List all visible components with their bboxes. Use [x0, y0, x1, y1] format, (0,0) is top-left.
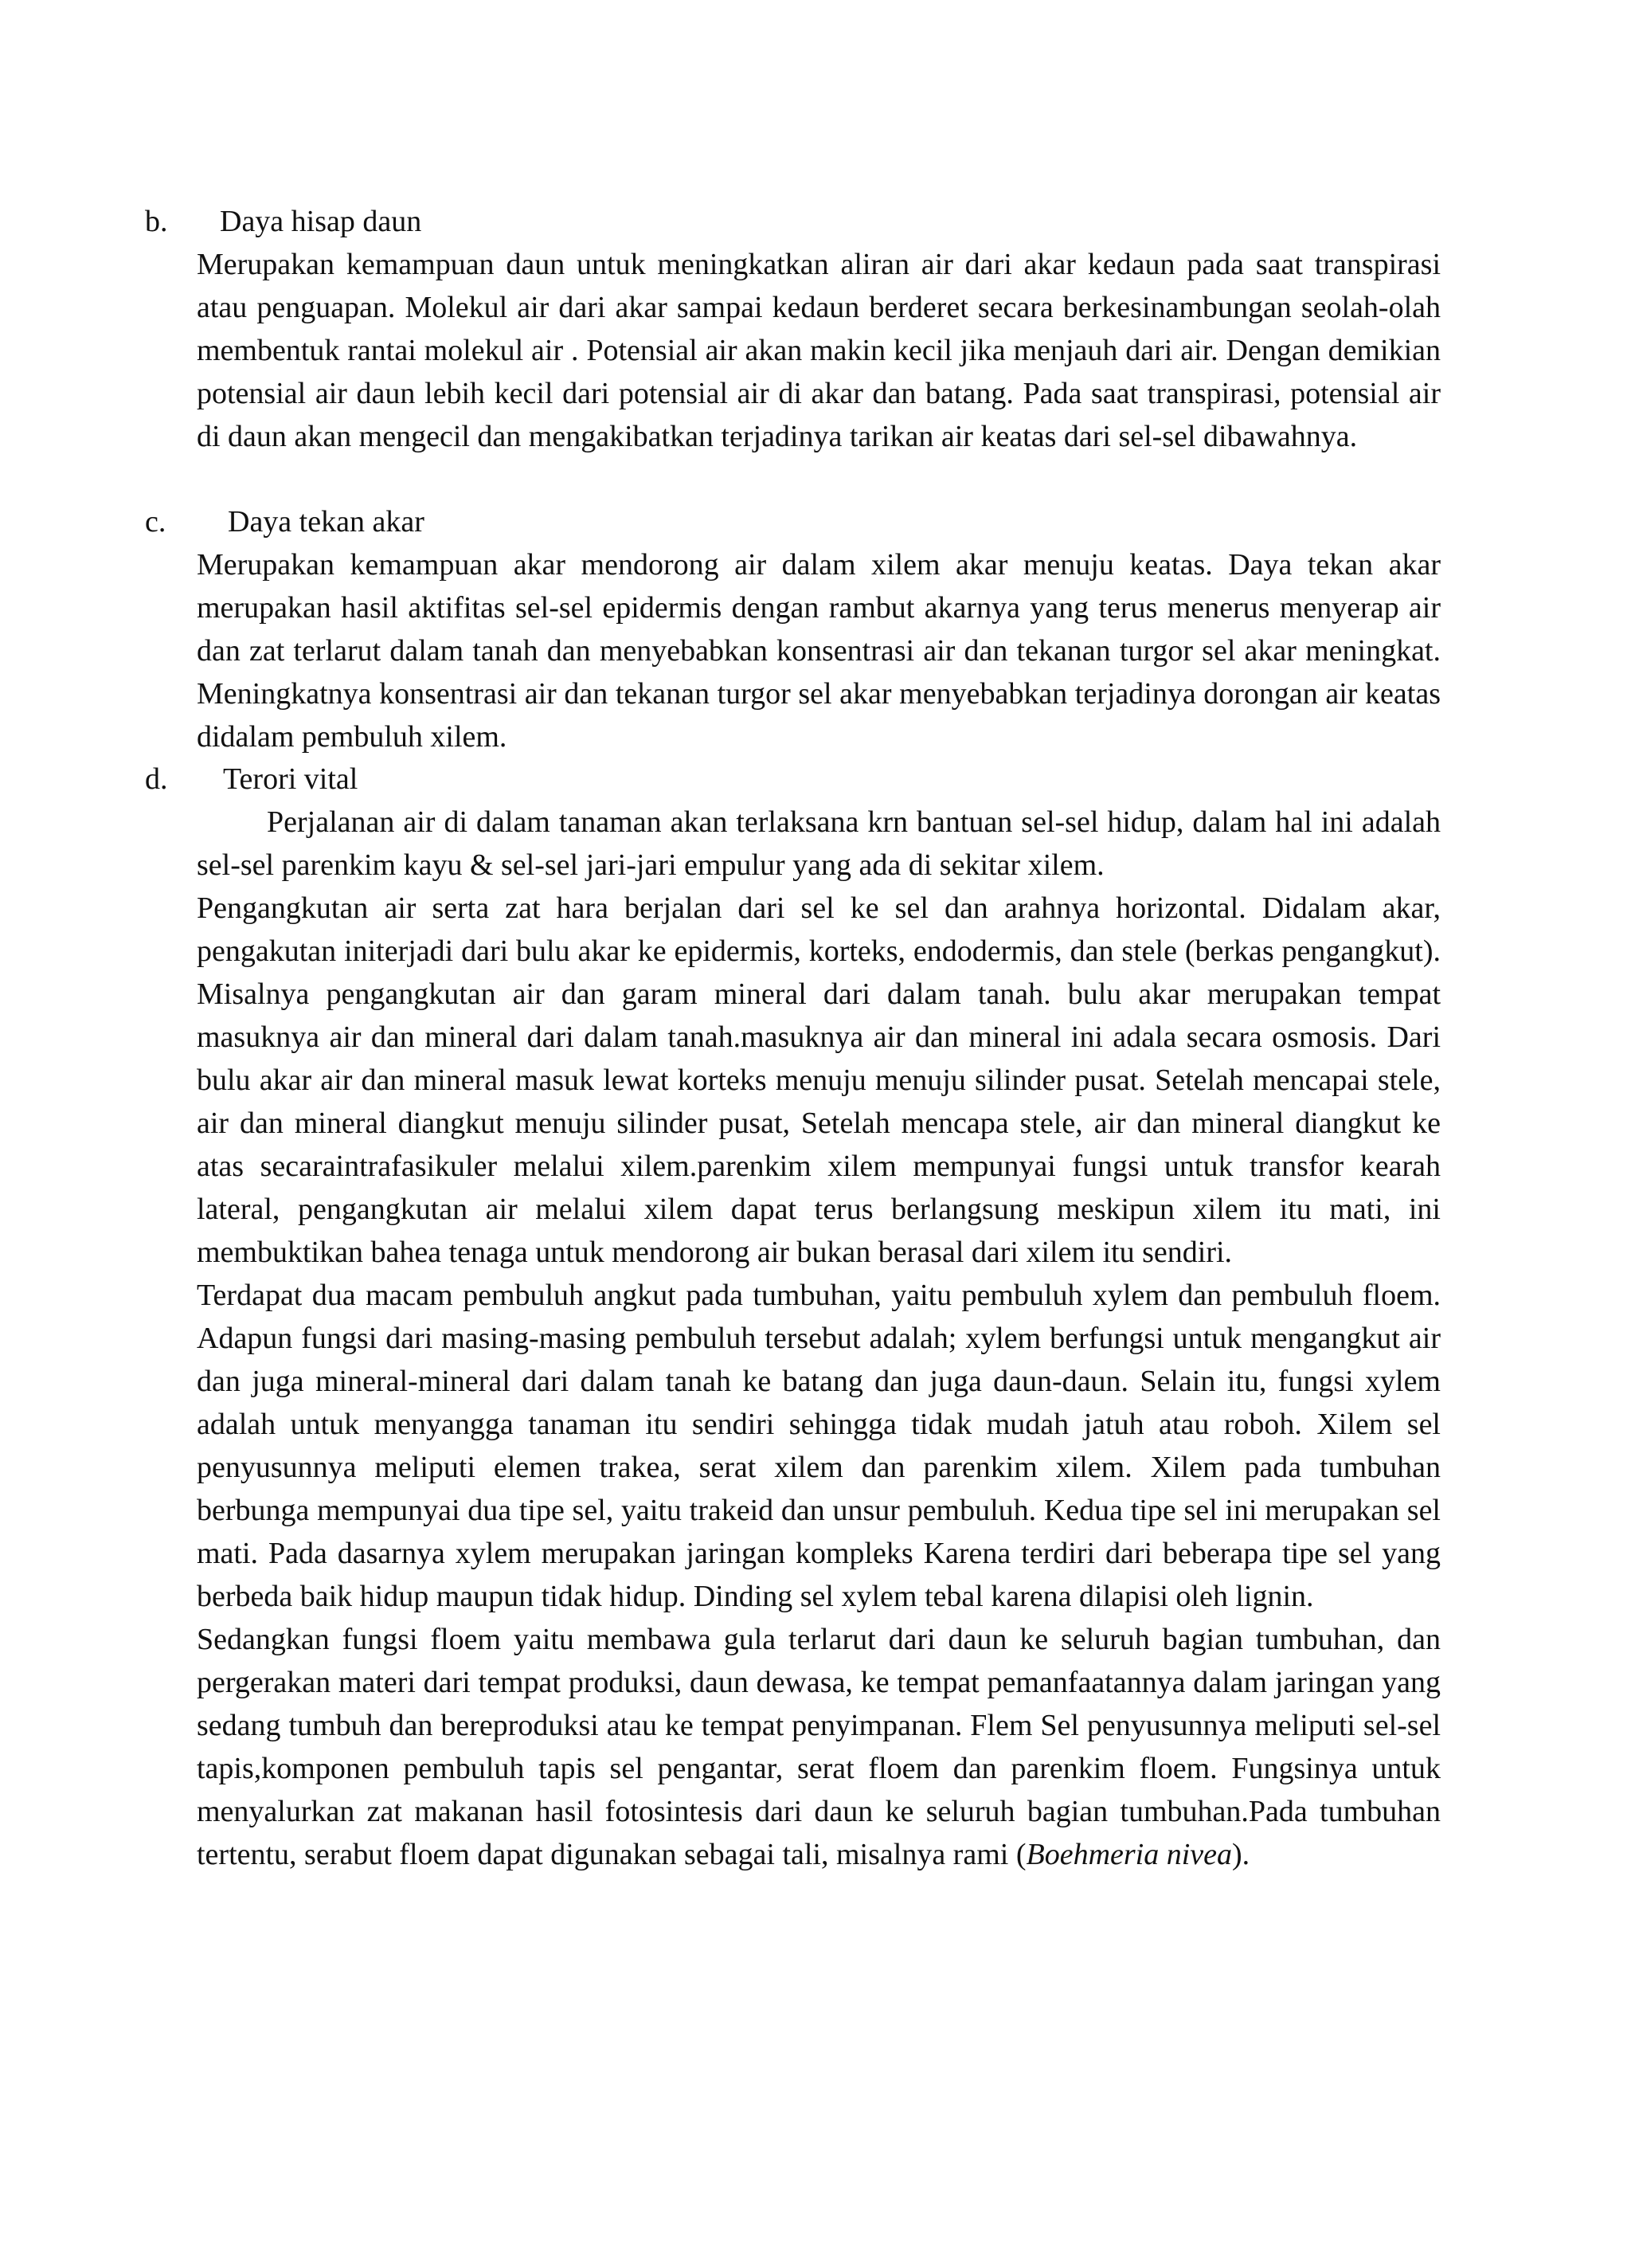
paragraph: [197, 1618, 1441, 1876]
section-body: [197, 801, 1441, 1876]
paragraph-end: ).: [1232, 1838, 1250, 1871]
section-letter: c.: [145, 505, 166, 539]
section-letter: d.: [145, 762, 168, 796]
species-name: Boehmeria nivea: [1026, 1838, 1233, 1871]
section-c: [0, 500, 1631, 754]
paragraph: Merupakan kemampuan daun untuk meningkatkan aliran air dari akar kedaun pada saat transpirasi atau penguapan. Molekul air dari akar sampai kedaun berderet secara berkesinambungan seolah-olah membentuk rantai molekul air . Potensial air akan makin kecil jika menjauh dari air. Dengan demikian potensial air daun lebih kecil dari potensial air di akar dan batang. Pada saat transpirasi, potensial air di daun akan mengecil dan mengakibatkan terjadinya tarikan air keatas dari sel-sel dibawahnya.: [197, 248, 1441, 453]
section-body: [197, 243, 1441, 458]
section-letter: b.: [145, 205, 168, 238]
section-title: Daya tekan akar: [228, 505, 424, 539]
paragraph-text: Sedangkan fungsi floem yaitu membawa gula terlarut dari daun ke seluruh bagian tumbuhan, dan pergerakan materi dari tempat produksi, daun dewasa, ke tempat pemanfaatannya dalam jaringan yang sedang tumbuh dan bereproduksi atau ke tempat penyimpanan. Flem Sel penyusunnya meliputi sel-sel tapis,komponen pembuluh tapis sel pengantar, serat floem dan parenkim floem. Fungsinya untuk menyalurkan zat makanan hasil fotosintesis dari daun ke seluruh bagian tumbuhan.Pada tumbuhan tertentu, serabut floem dapat digunakan sebagai tali, misalnya rami (: [197, 1623, 1441, 1871]
section-d: [0, 758, 1631, 1871]
section-title: Daya hisap daun: [220, 205, 422, 238]
paragraph: Merupakan kemampuan akar mendorong air dalam xilem akar menuju keatas. Daya tekan akar merupakan hasil aktifitas sel-sel epidermis dengan rambut akarnya yang terus menerus menyerap air dan zat terlarut dalam tanah dan menyebabkan konsentrasi air dan tekanan turgor sel akar meningkat. Meningkatnya konsentrasi air dan tekanan turgor sel akar menyebabkan terjadinya dorongan air keatas didalam pembuluh xilem.: [197, 548, 1441, 754]
section-heading: [0, 500, 1631, 543]
section-body: [197, 543, 1441, 758]
section-heading: [0, 200, 1631, 243]
paragraph: Pengangkutan air serta zat hara berjalan dari sel ke sel dan arahnya horizontal. Didalam akar, pengakutan initerjadi dari bulu akar ke epidermis, korteks, endodermis, dan stele (berkas pengangkut). Misalnya pengangkutan air dan garam mineral dari dalam tanah. bulu akar merupakan tempat masuknya air dan mineral dari dalam tanah.masuknya air dan mineral ini adala secara osmosis. Dari bulu akar air dan mineral masuk lewat korteks menuju menuju silinder pusat. Setelah mencapai stele, air dan mineral diangkut menuju silinder pusat, Setelah mencapa stele, air dan mineral diangkut ke atas secaraintrafasikuler melalui xilem.parenkim xilem mempunyai fungsi untuk transfor kearah lateral, pengangkutan air melalui xilem dapat terus berlangsung meskipun xilem itu mati, ini membuktikan bahea tenaga untuk mendorong air bukan berasal dari xilem itu sendiri.: [197, 891, 1441, 1269]
paragraph: Perjalanan air di dalam tanaman akan terlaksana krn bantuan sel-sel hidup, dalam hal ini adalah sel-sel parenkim kayu & sel-sel jari-jari empulur yang ada di sekitar xilem.: [197, 805, 1441, 882]
section-title: Terori vital: [223, 762, 358, 796]
paragraph: Terdapat dua macam pembuluh angkut pada tumbuhan, yaitu pembuluh xylem dan pembuluh floem. Adapun fungsi dari masing-masing pembuluh tersebut adalah; xylem berfungsi untuk mengangkut air dan juga mineral-mineral dari dalam tanah ke batang dan juga daun-daun. Selain itu, fungsi xylem adalah untuk menyangga tanaman itu sendiri sehingga tidak mudah jatuh atau roboh. Xilem sel penyusunnya meliputi elemen trakea, serat xilem dan parenkim xilem. Xilem pada tumbuhan berbunga mempunyai dua tipe sel, yaitu trakeid dan unsur pembuluh. Kedua tipe sel ini merupakan sel mati. Pada dasarnya xylem merupakan jaringan kompleks Karena terdiri dari beberapa tipe sel yang berbeda baik hidup maupun tidak hidup. Dinding sel xylem tebal karena dilapisi oleh lignin.: [197, 1279, 1441, 1613]
section-b: [0, 200, 1631, 453]
section-heading: [0, 758, 1631, 801]
